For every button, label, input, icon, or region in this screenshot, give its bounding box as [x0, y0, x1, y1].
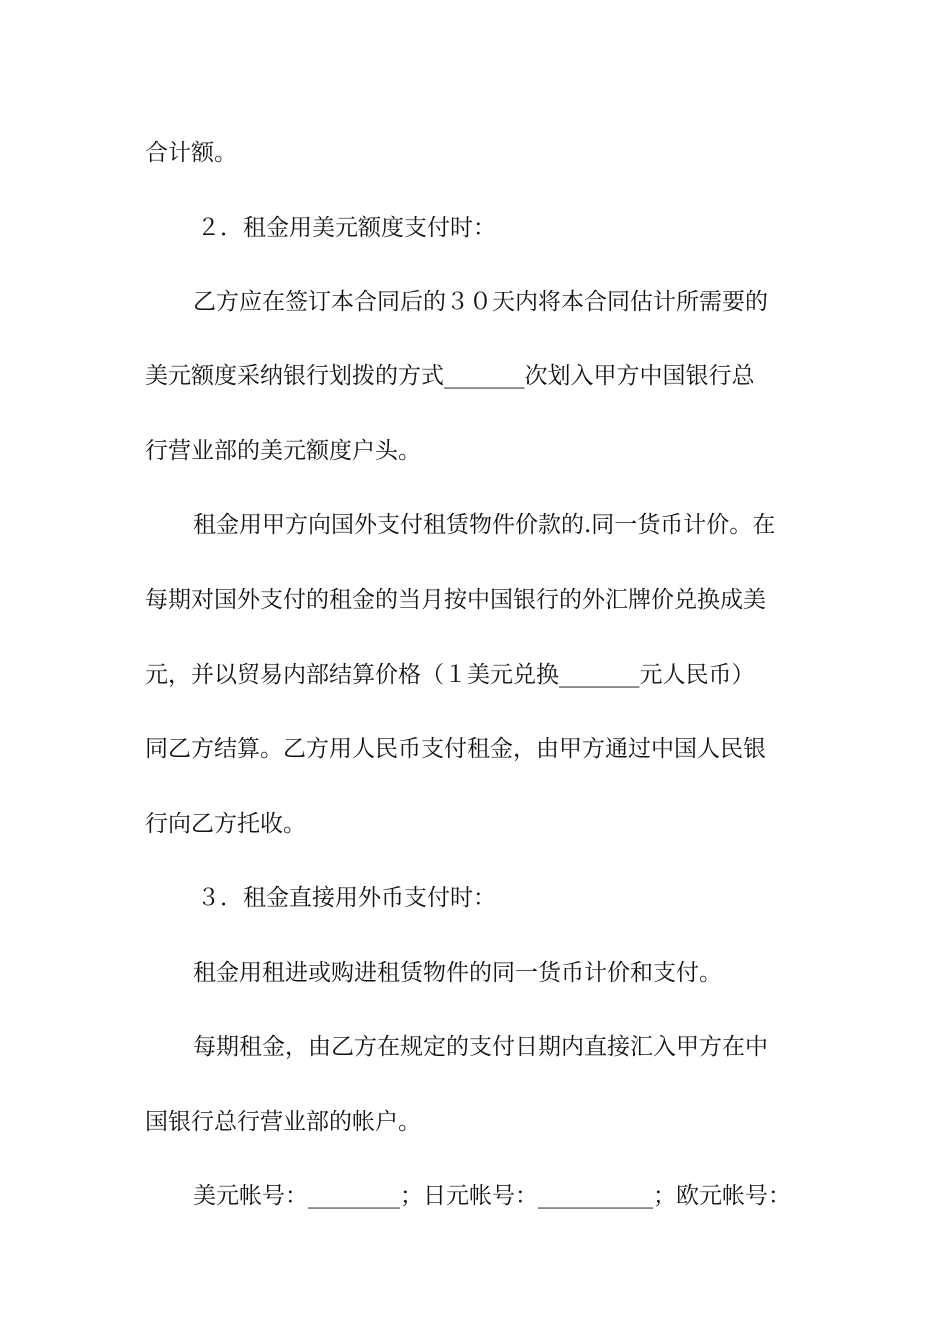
paragraph-line: 行向乙方托收。	[145, 811, 306, 837]
paragraph-line: 每期对国外支付的租金的当月按中国银行的外汇牌价兑换成美	[145, 587, 766, 613]
paragraph-line: 每期租金，由乙方在规定的支付日期内直接汇入甲方在中	[193, 1034, 768, 1060]
paragraph-line: 租金用租进或购进租赁物件的同一货币计价和支付。	[193, 960, 722, 986]
paragraph-line: 同乙方结算。乙方用人民币支付租金，由甲方通过中国人民银	[145, 736, 766, 762]
paragraph-line: 美元额度采纳银行划拨的方式_______次划入甲方中国银行总	[145, 363, 755, 389]
section-heading-3: ３．租金直接用外币支付时：	[197, 885, 496, 911]
paragraph-line: 乙方应在签订本合同后的３０天内将本合同估计所需要的	[193, 289, 768, 315]
paragraph-line: 国银行总行营业部的帐户。	[145, 1109, 421, 1135]
section-heading-2: ２．租金用美元额度支付时：	[197, 215, 496, 241]
account-numbers-line: 美元帐号：________；日元帐号：__________；欧元帐号：	[193, 1183, 791, 1209]
paragraph-line: 合计额。	[145, 140, 237, 166]
paragraph-line: 租金用甲方向国外支付租赁物件价款的.同一货币计价。在	[193, 512, 776, 538]
paragraph-line: 行营业部的美元额度户头。	[145, 438, 421, 464]
paragraph-line: 元，并以贸易内部结算价格（１美元兑换_______元人民币）	[145, 662, 755, 688]
